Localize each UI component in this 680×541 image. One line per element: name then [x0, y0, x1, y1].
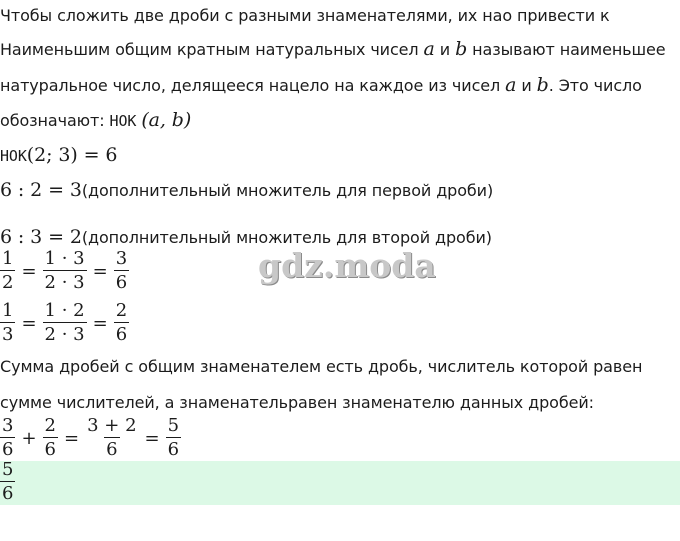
- fraction-equation-1: [0, 250, 129, 292]
- text-line-sum-1: Сумма дробей с общим знаменателем есть дробь, числитель которой равен: [0, 357, 643, 376]
- fraction: $\frac{2}{6}$: [115, 300, 128, 345]
- division-expression: 6 : 3 = 2: [0, 226, 82, 248]
- equals-sign: =: [92, 260, 108, 282]
- text-segment: (дополнительный множитель для первой дроби): [81, 181, 494, 200]
- fraction: $\frac{2}{6}$: [44, 415, 56, 460]
- var-a: a: [423, 38, 435, 60]
- equals-sign: =: [144, 427, 160, 449]
- nok-expression: (a, b): [141, 109, 192, 131]
- equals-sign: =: [21, 260, 37, 282]
- answer-highlight: [0, 461, 680, 505]
- nok-label: НОК: [109, 112, 137, 130]
- text-line-2: [0, 38, 666, 60]
- nok-label: НОК: [0, 147, 27, 165]
- division-expression: 6 : 2 = 3: [0, 179, 82, 201]
- fraction: $\frac{5}{6}$: [2, 459, 14, 504]
- text-segment: . Это число: [548, 76, 642, 95]
- var-b: b: [455, 38, 468, 60]
- fraction: $\frac{3 + 2}{6}$: [87, 415, 137, 460]
- fraction: $\frac{1 \cdot 2}{2 \cdot 3}$: [44, 300, 85, 345]
- text-segment: натуральное число, делящееся нацело на каждое из чисел: [0, 76, 506, 95]
- answer-fraction: [0, 461, 15, 503]
- text-line-3: [0, 74, 642, 96]
- fraction: $\frac{3}{6}$: [115, 248, 128, 293]
- text-line-1: Чтобы сложить две дроби с разными знаменателями, их нао привести к: [0, 6, 610, 25]
- equals-sign: =: [92, 312, 108, 334]
- fraction: $\frac{1 \cdot 3}{2 \cdot 3}$: [44, 248, 85, 293]
- text-segment: и: [516, 76, 537, 95]
- fraction: $\frac{1}{3}$: [2, 300, 14, 345]
- text-segment: называют наименьшее: [467, 40, 666, 59]
- equals-sign: =: [21, 312, 37, 334]
- fraction: $\frac{3}{6}$: [2, 415, 14, 460]
- nok-result: (2; 3) = 6: [26, 144, 118, 166]
- text-line-7: [0, 226, 492, 248]
- text-line-5: [0, 144, 117, 166]
- plus-sign: +: [21, 427, 37, 449]
- text-segment: (дополнительный множитель для второй дроби): [81, 228, 492, 247]
- text-line-6: [0, 179, 493, 201]
- text-line-sum-2: сумме числителей, а знаменательравен знаменателю данных дробей:: [0, 393, 594, 412]
- fraction: $\frac{5}{6}$: [167, 415, 180, 460]
- text-segment: Наименьшим общим кратным натуральных чисел: [0, 40, 424, 59]
- text-segment: и: [434, 40, 456, 59]
- watermark-logo: gdz.moda: [258, 246, 436, 285]
- text-segment: обозначают:: [0, 111, 110, 130]
- equals-sign: =: [64, 427, 80, 449]
- text-line-4: [0, 109, 191, 131]
- fraction-equation-2: [0, 302, 129, 344]
- fraction: $\frac{1}{2}$: [2, 248, 14, 293]
- fraction-equation-3: [0, 415, 181, 461]
- var-b: b: [536, 74, 549, 96]
- var-a: a: [505, 74, 517, 96]
